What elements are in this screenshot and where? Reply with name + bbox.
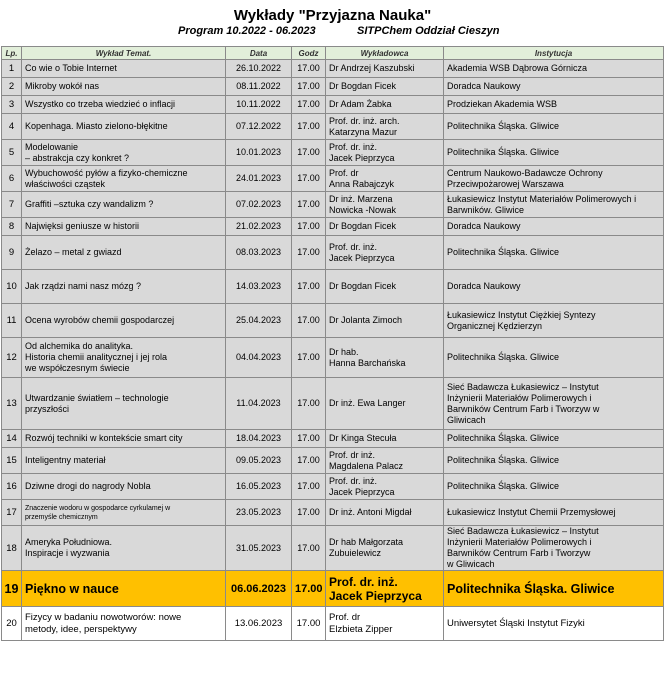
table-row <box>2 270 664 304</box>
lecture-topic: Inteligentny materiał <box>22 448 226 474</box>
lecture-time: 17.00 <box>292 96 326 114</box>
table-row <box>2 448 664 474</box>
row-number: 8 <box>2 218 22 236</box>
lecture-date: 14.03.2023 <box>226 270 292 304</box>
column-header-lp: Lp. <box>2 47 22 60</box>
lecture-date: 11.04.2023 <box>226 378 292 430</box>
lecturer-name: Dr Bogdan Ficek <box>326 78 444 96</box>
lecture-topic: Utwardzanie światłem – technologie przyszłości <box>22 378 226 430</box>
row-number: 16 <box>2 474 22 500</box>
lecture-date: 24.01.2023 <box>226 166 292 192</box>
column-header-institution: Instytucja <box>444 47 664 60</box>
table-row <box>2 192 664 218</box>
row-number: 17 <box>2 500 22 526</box>
lecturer-institution: Doradca Naukowy <box>444 218 664 236</box>
lecture-time: 17.00 <box>292 338 326 378</box>
lecture-time: 17.00 <box>292 140 326 166</box>
row-number: 1 <box>2 60 22 78</box>
lecture-topic: Ocena wyrobów chemii gospodarczej <box>22 304 226 338</box>
lecture-topic: Znaczenie wodoru w gospodarce cyrkulamej w przemyśle chemicznym <box>22 500 226 526</box>
lecturer-institution: Doradca Naukowy <box>444 270 664 304</box>
table-row <box>2 571 664 607</box>
row-number: 11 <box>2 304 22 338</box>
lecturer-name: Prof. dr. inż. arch. Katarzyna Mazur <box>326 114 444 140</box>
lecture-time: 17.00 <box>292 60 326 78</box>
row-number: 4 <box>2 114 22 140</box>
table-row <box>2 607 664 641</box>
row-number: 14 <box>2 430 22 448</box>
lecturer-name: Prof. dr inż. Magdalena Palacz <box>326 448 444 474</box>
row-number: 18 <box>2 526 22 571</box>
row-number: 12 <box>2 338 22 378</box>
lecturer-institution: Łukasiewicz Instytut Chemii Przemysłowej <box>444 500 664 526</box>
lecture-topic: Fizycy w badaniu nowotworów: nowe metody, idee, perspektywy <box>22 607 226 641</box>
lecture-time: 17.00 <box>292 526 326 571</box>
lecturer-name: Dr inż. Ewa Langer <box>326 378 444 430</box>
lecture-topic: Modelowanie – abstrakcja czy konkret ? <box>22 140 226 166</box>
lecture-date: 10.01.2023 <box>226 140 292 166</box>
lecturer-institution: Politechnika Śląska. Gliwice <box>444 571 664 607</box>
lecturer-name: Dr Jolanta Zimoch <box>326 304 444 338</box>
lecturer-institution: Politechnika Śląska. Gliwice <box>444 338 664 378</box>
row-number: 2 <box>2 78 22 96</box>
table-row <box>2 378 664 430</box>
lecturer-institution: Sieć Badawcza Łukasiewicz – Instytut Inżynierii Materiałów Polimerowych i Barwników Centrum Farb i Tworzyw w Gliwicach <box>444 526 664 571</box>
lecture-topic: Dziwne drogi do nagrody Nobla <box>22 474 226 500</box>
lecture-time: 17.00 <box>292 430 326 448</box>
lecture-date: 26.10.2022 <box>226 60 292 78</box>
lecture-topic: Ameryka Południowa. Inspiracje i wyzwania <box>22 526 226 571</box>
program-period: Program 10.2022 - 06.2023 <box>178 25 316 37</box>
lecture-date: 08.11.2022 <box>226 78 292 96</box>
lecturer-name: Dr Bogdan Ficek <box>326 270 444 304</box>
lecturer-name: Prof. dr Elzbieta Zipper <box>326 607 444 641</box>
column-header-date: Data <box>226 47 292 60</box>
lecture-topic: Co wie o Tobie Internet <box>22 60 226 78</box>
lecture-date: 23.05.2023 <box>226 500 292 526</box>
lecture-time: 17.00 <box>292 166 326 192</box>
lecture-time: 17.00 <box>292 378 326 430</box>
row-number: 7 <box>2 192 22 218</box>
lecture-date: 18.04.2023 <box>226 430 292 448</box>
column-header-time: Godz <box>292 47 326 60</box>
lecturer-institution: Politechnika Śląska. Gliwice <box>444 430 664 448</box>
table-row <box>2 78 664 96</box>
row-number: 10 <box>2 270 22 304</box>
table-row <box>2 474 664 500</box>
lecture-date: 07.02.2023 <box>226 192 292 218</box>
lecture-date: 04.04.2023 <box>226 338 292 378</box>
row-number: 6 <box>2 166 22 192</box>
row-number: 5 <box>2 140 22 166</box>
lecture-date: 06.06.2023 <box>226 571 292 607</box>
lecture-date: 16.05.2023 <box>226 474 292 500</box>
lecture-time: 17.00 <box>292 571 326 607</box>
lecturer-name: Prof. dr. inż. Jacek Pieprzyca <box>326 571 444 607</box>
lecture-date: 31.05.2023 <box>226 526 292 571</box>
lecturer-institution: Akademia WSB Dąbrowa Górnicza <box>444 60 664 78</box>
lecturer-institution: Doradca Naukowy <box>444 78 664 96</box>
lecturer-institution: Łukasiewicz Instytut Ciężkiej Syntezy Organicznej Kędzierzyn <box>444 304 664 338</box>
lecture-date: 13.06.2023 <box>226 607 292 641</box>
lecturer-institution: Politechnika Śląska. Gliwice <box>444 236 664 270</box>
lecture-time: 17.00 <box>292 114 326 140</box>
lecture-topic: Najwięksi geniusze w historii <box>22 218 226 236</box>
lecture-time: 17.00 <box>292 236 326 270</box>
lecturer-name: Dr inż. Marzena Nowicka -Nowak <box>326 192 444 218</box>
lecture-topic: Rozwój techniki w kontekście smart city <box>22 430 226 448</box>
organization-branch: SITPChem Oddział Cieszyn <box>357 25 500 37</box>
table-row <box>2 166 664 192</box>
table-row <box>2 526 664 571</box>
lecturer-name: Prof. dr. inż. Jacek Pieprzyca <box>326 140 444 166</box>
lecture-date: 08.03.2023 <box>226 236 292 270</box>
column-header-topic: Wykład Temat. <box>22 47 226 60</box>
row-number: 3 <box>2 96 22 114</box>
lecturer-name: Dr inż. Antoni Migdał <box>326 500 444 526</box>
table-header-row <box>2 47 664 60</box>
table-row <box>2 304 664 338</box>
lecturer-institution: Centrum Naukowo-Badawcze Ochrony Przeciwpożarowej Warszawa <box>444 166 664 192</box>
table-row <box>2 338 664 378</box>
column-header-lecturer: Wykładowca <box>326 47 444 60</box>
table-row <box>2 500 664 526</box>
table-row <box>2 236 664 270</box>
table-row <box>2 60 664 78</box>
lecture-time: 17.00 <box>292 500 326 526</box>
lecturer-name: Prof. dr Anna Rabajczyk <box>326 166 444 192</box>
lecture-topic: Wybuchowość pyłów a fizyko-chemiczne właściwości cząstek <box>22 166 226 192</box>
lecturer-name: Prof. dr. inż. Jacek Pieprzyca <box>326 236 444 270</box>
lecture-topic: Wszystko co trzeba wiedzieć o inflacji <box>22 96 226 114</box>
lecture-date: 07.12.2022 <box>226 114 292 140</box>
row-number: 19 <box>2 571 22 607</box>
row-number: 15 <box>2 448 22 474</box>
lecturer-institution: Politechnika Śląska. Gliwice <box>444 474 664 500</box>
table-row <box>2 218 664 236</box>
row-number: 13 <box>2 378 22 430</box>
lecturer-name: Dr Kinga Stecuła <box>326 430 444 448</box>
lecture-topic: Kopenhaga. Miasto zielono-błękitne <box>22 114 226 140</box>
lecture-time: 17.00 <box>292 474 326 500</box>
lecture-time: 17.00 <box>292 607 326 641</box>
lecturer-name: Dr Bogdan Ficek <box>326 218 444 236</box>
lecture-time: 17.00 <box>292 448 326 474</box>
row-number: 20 <box>2 607 22 641</box>
lecture-topic: Graffiti –sztuka czy wandalizm ? <box>22 192 226 218</box>
lecture-date: 09.05.2023 <box>226 448 292 474</box>
table-row <box>2 140 664 166</box>
lecturer-institution: Łukasiewicz Instytut Materiałów Polimerowych i Barwników. Gliwice <box>444 192 664 218</box>
lecture-topic: Żelazo – metal z gwiazd <box>22 236 226 270</box>
lecturer-institution: Uniwersytet Śląski Instytut Fizyki <box>444 607 664 641</box>
lecturer-name: Dr Adam Żabka <box>326 96 444 114</box>
lecturer-institution: Politechnika Śląska. Gliwice <box>444 114 664 140</box>
row-number: 9 <box>2 236 22 270</box>
lecture-schedule-table <box>1 46 664 641</box>
lecture-topic: Jak rządzi nami nasz mózg ? <box>22 270 226 304</box>
lecture-topic: Piękno w nauce <box>22 571 226 607</box>
lecturer-name: Prof. dr. inż. Jacek Pieprzyca <box>326 474 444 500</box>
lecture-topic: Mikroby wokół nas <box>22 78 226 96</box>
document-title: Wykłady "Przyjazna Nauka" <box>233 7 432 24</box>
lecturer-institution: Politechnika Śląska. Gliwice <box>444 448 664 474</box>
table-row <box>2 96 664 114</box>
lecture-time: 17.00 <box>292 78 326 96</box>
lecture-time: 17.00 <box>292 218 326 236</box>
document-header <box>0 0 665 46</box>
lecture-time: 17.00 <box>292 304 326 338</box>
lecture-date: 25.04.2023 <box>226 304 292 338</box>
lecture-time: 17.00 <box>292 192 326 218</box>
lecture-time: 17.00 <box>292 270 326 304</box>
lecturer-institution: Politechnika Śląska. Gliwice <box>444 140 664 166</box>
lecturer-name: Dr Andrzej Kaszubski <box>326 60 444 78</box>
lecture-date: 21.02.2023 <box>226 218 292 236</box>
lecturer-institution: Prodziekan Akademia WSB <box>444 96 664 114</box>
lecture-date: 10.11.2022 <box>226 96 292 114</box>
table-row <box>2 114 664 140</box>
lecturer-institution: Sieć Badawcza Łukasiewicz – Instytut Inżynierii Materiałów Polimerowych i Barwników Centrum Farb i Tworzyw w Gliwicach <box>444 378 664 430</box>
lecture-topic: Od alchemika do analityka. Historia chemii analitycznej i jej rola we współczesnym świecie <box>22 338 226 378</box>
table-row <box>2 430 664 448</box>
lecturer-name: Dr hab. Hanna Barchańska <box>326 338 444 378</box>
lecturer-name: Dr hab Małgorzata Zubuielewicz <box>326 526 444 571</box>
